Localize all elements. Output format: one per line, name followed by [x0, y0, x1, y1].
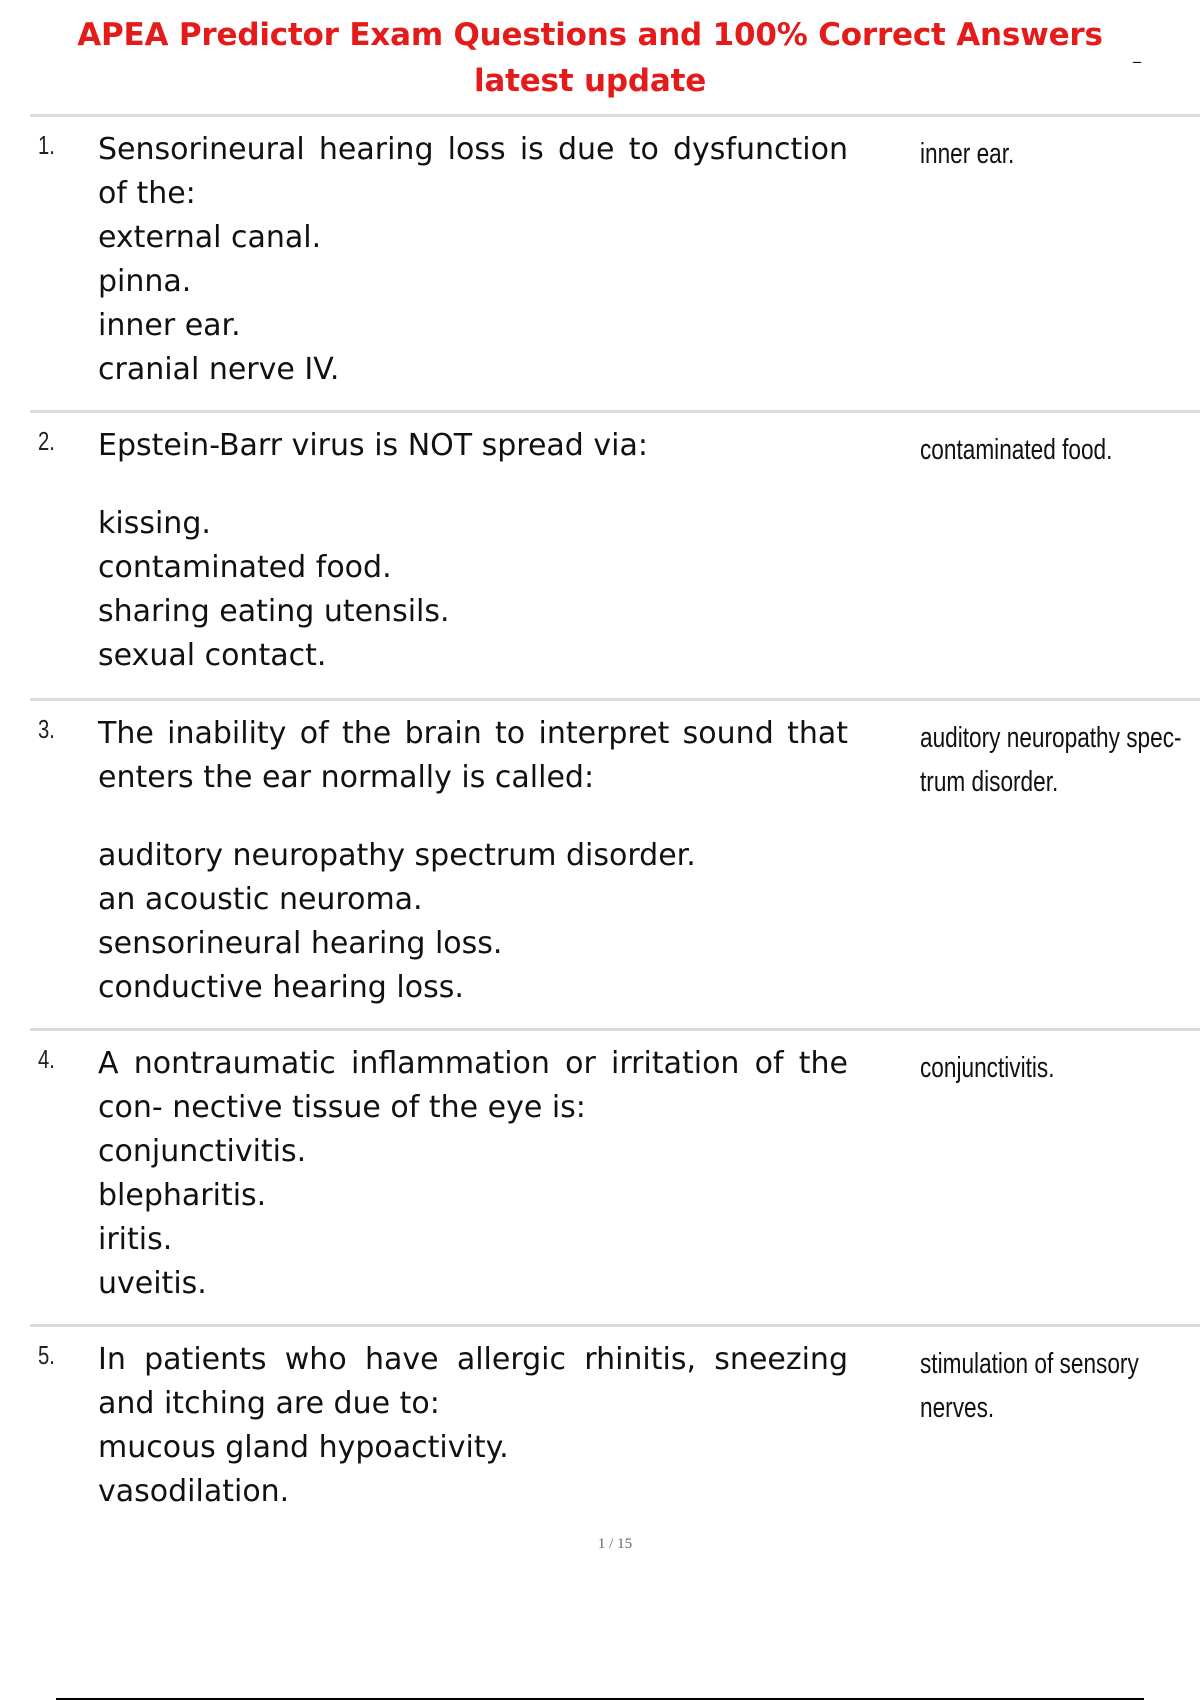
answer-text: auditory neuropathy spec- trum disorder. — [920, 722, 1182, 798]
answer-text: conjunctivitis. — [920, 1052, 1055, 1084]
option: external canal. — [98, 220, 322, 255]
question-body — [98, 424, 848, 678]
question-number: 3. — [38, 714, 55, 744]
question-number: 4. — [38, 1044, 55, 1074]
answer-text: contaminated food. — [920, 434, 1113, 466]
question-stem: A nontraumatic inflammation or irritation of the con- nective tissue of the eye is: — [98, 1046, 848, 1125]
question-body — [98, 1338, 848, 1514]
option: kissing. — [98, 506, 211, 541]
option: cranial nerve IV. — [98, 352, 340, 387]
option: sharing eating utensils. — [98, 594, 450, 629]
question-stem: Epstein-Barr virus is NOT spread via: — [98, 428, 648, 463]
divider — [30, 1324, 1200, 1327]
divider — [30, 410, 1200, 413]
option: iritis. — [98, 1222, 173, 1257]
question-stem: The inability of the brain to interpret sound that enters the ear normally is called: — [98, 716, 848, 795]
divider — [30, 698, 1200, 701]
option: uveitis. — [98, 1266, 207, 1301]
document-title-block — [40, 12, 1140, 104]
answer-text: inner ear. — [920, 138, 1015, 170]
option: vasodilation. — [98, 1474, 290, 1509]
spacer — [98, 468, 848, 502]
divider — [30, 1028, 1200, 1031]
question-number: 2. — [38, 426, 55, 456]
option: mucous gland hypoactivity. — [98, 1430, 509, 1465]
option: contaminated food. — [98, 550, 392, 585]
option: conductive hearing loss. — [98, 970, 464, 1005]
option: blepharitis. — [98, 1178, 267, 1213]
option: pinna. — [98, 264, 192, 299]
divider — [30, 114, 1200, 117]
title-mark: _ — [1133, 44, 1141, 63]
spacer — [98, 800, 848, 834]
answer-text: stimulation of sensory nerves. — [920, 1348, 1139, 1424]
page-number: 1 / 15 — [597, 1536, 633, 1552]
question-stem: In patients who have allergic rhinitis, sneezing and itching are due to: — [98, 1342, 848, 1421]
question-body — [98, 1042, 848, 1306]
question-number: 1. — [38, 130, 55, 160]
option: an acoustic neuroma. — [98, 882, 423, 917]
question-number: 5. — [38, 1340, 55, 1370]
document-subtitle: latest update — [473, 63, 707, 99]
option: conjunctivitis. — [98, 1134, 307, 1169]
option: sexual contact. — [98, 638, 327, 673]
option: inner ear. — [98, 308, 241, 343]
option: sensorineural hearing loss. — [98, 926, 503, 961]
question-body — [98, 128, 848, 392]
question-body — [98, 712, 848, 1010]
question-stem: Sensorineural hearing loss is due to dysfunction of the: — [98, 132, 848, 211]
document-title: APEA Predictor Exam Questions and 100% Correct Answers — [77, 17, 1103, 53]
option: auditory neuropathy spectrum disorder. — [98, 838, 696, 873]
